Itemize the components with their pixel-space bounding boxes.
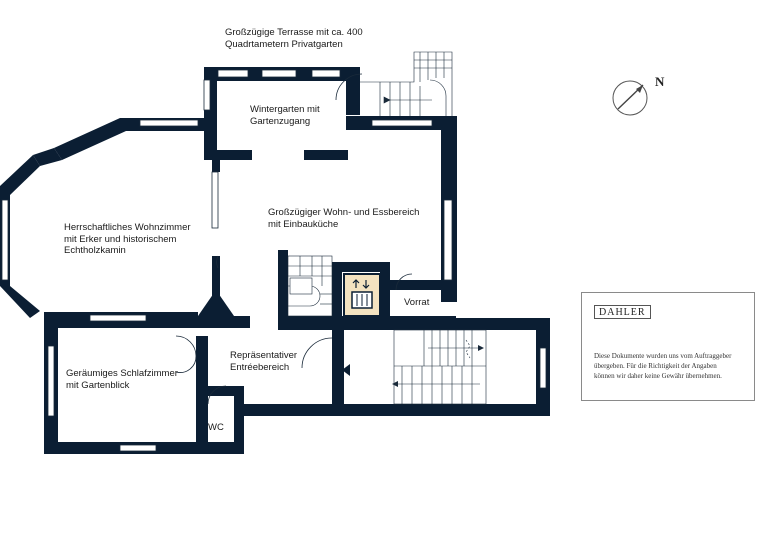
wall [234,386,244,454]
wall [204,110,217,160]
window [140,120,198,126]
disclaimer-line-1: Diese Dokumente wurden uns vom Auftraggeber [594,352,732,360]
dining-label [268,207,419,230]
wintergarden-line-1: Wintergarten mit [250,104,320,115]
wall [278,250,288,330]
wc-label: WC [208,422,224,433]
window [262,70,296,77]
window [90,315,146,321]
window [2,200,8,280]
window [312,70,340,77]
door-swing [176,356,196,373]
wall [196,316,250,328]
window [120,445,156,451]
living-label [64,222,191,257]
wall [332,328,344,416]
wintergarden-line-2: Gartenzugang [250,115,311,127]
terrace-label [225,27,363,50]
stair-landing [290,278,312,294]
window [212,172,218,228]
terrace-line-1: Großzügige Terrasse mit ca. 400 [225,27,363,38]
stair-arrow [478,345,484,351]
wall [216,150,252,160]
living-line-1: Herrschaftliches Wohnzimmer [64,222,191,233]
wall [198,290,234,316]
wall [212,160,220,172]
bedroom-line-1: Geräumiges Schlafzimmer [66,368,178,379]
entrance-line-1: Repräsentativer [230,350,298,361]
exterior-stairs [360,52,452,116]
bedroom-label [66,368,178,391]
window [204,80,210,110]
door-swing [302,338,332,368]
disclaimer-line-2: übergeben. Für die Richtigkeit der Angaben [594,362,717,370]
disclaimer-text [594,351,750,381]
window [218,70,248,77]
window [540,348,546,388]
living-line-2: mit Erker und historischem [64,233,177,245]
wall [344,318,550,330]
window [444,200,452,280]
wall [0,286,40,318]
door-swing [176,336,196,356]
stair-arrow [392,381,398,387]
entrance-label [230,350,297,373]
wall [332,262,342,322]
terrace-line-2: Quadrtametern Privatgarten [225,38,343,50]
pantry-label: Vorrat [404,297,430,308]
north-label: N [655,74,665,89]
wall [390,280,456,290]
window [372,120,432,126]
disclaimer-box [581,292,755,401]
entrance-line-2: Entréebereich [230,361,290,373]
living-line-3: Echtholzkamin [64,245,126,256]
dining-line-2: mit Einbauküche [268,218,339,230]
wintergarden-label [250,104,320,127]
wall [304,150,348,160]
bedroom-line-2: mit Gartenblick [66,379,130,391]
stair-arrow [384,97,390,103]
dahler-logo: DAHLER [594,305,651,319]
window [48,346,54,416]
dining-line-1: Großzügiger Wohn- und Essbereich [268,207,420,218]
disclaimer-line-3: können wir daher keine Gewähr übernehmen. [594,372,722,380]
wall [234,404,550,416]
wall [380,262,390,322]
